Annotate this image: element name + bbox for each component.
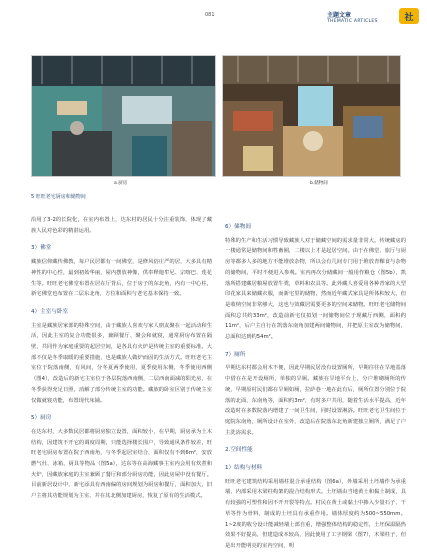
section-title-en: THEMATIC ARTICLES xyxy=(327,19,378,24)
caption-kitchen: a.厨房 xyxy=(114,181,128,186)
photo-kitchen xyxy=(31,55,216,177)
paragraph: 沿用了3-2的长院化，在室内布置上，达东村的居民十分注重装饰，体现了藏族人民对色彩的精湛运用。 xyxy=(31,217,212,234)
section-header xyxy=(327,10,387,24)
paragraph: 早期达东村都会用木不便，因此早期民居没有设置厕所，早期往往在旱地基落中借在在是开设厕所，单独的旱厕。藏族在旱地平台上，分户堆砌厕所的传统，早期原村民们都在旱厕如厕，拉萨巷一地在此有后，厕所位置分别位于院落的北面、东南角等，面积约3m²，有时多户共用，随着生活水平提高，近年改造时在多数院落内增建了一间卫生间，同时设置淋浴。旺旺老宅卫生间位于庭院东南角，厕所设计在室外，改造后在院落东北角新建独立厕所，满足了户主洗浴需求。 xyxy=(225,365,406,436)
journal-logo: 社 xyxy=(399,8,419,24)
storage-photo-image xyxy=(223,56,400,176)
paragraph: 在达东村，大多数民居都将厨房独立设置，面积较小，在早期，厨房承为土木结构，因建筑不开它的调度周期，只能选择楼长围户，导致通风条件较差，旺旺老宅厨房布置在院子西南角，与冬季起居室结合，面积仅有不到6m²，安放燃气灶、冰箱，厨具等物品（图5a），达东等在高海藏事主室内会用有炊煮和火炉，因藏族家庭的主室兼顾了餐厅和部分厨房功能，因此房屋中没有餐厅。目前新居设计中，新宅添具有西南偏的房间规划为厨房和餐厅，面积加大，旧户主将其功能规划为主室，并在其北侧加建厨房，恢复了原有的生活模式。 xyxy=(31,428,212,500)
section-heading: 2.空间性能 xyxy=(225,447,253,454)
section-heading: 4）主室与卧室 xyxy=(31,308,69,315)
paragraph: 旺旺老宅建筑结构采用墙柱混合承重结构（图6a），外墙采用土坯墙作为承重墙，内部采用木梁柱构架的混合结构形式。土坯墙由当地黄土和黏土制成，具有较强的可塑性和因不开开裂等特点。村民在黄土或黏土中掺入少量石子、干草等作为骨料，制成的土坯具有承重作用。墙体厚度约为500~550mm。1~2度的收分设计能减轻墙上部自重，增强整体结构的稳定性，土坯保温隔热效果不好提高，但建造成本较高，因此使用了工字钢梁（图7），木梁柱子，但是出开能明亮的室内空间，明 xyxy=(225,478,406,549)
left-column xyxy=(31,215,212,506)
caption-storage: b.储物间 xyxy=(310,181,328,186)
section-heading: 3）佛堂 xyxy=(31,245,52,252)
section-heading: 5）厨房 xyxy=(31,415,52,422)
paragraph: 藏族信仰藏传佛教，每户民居都有一间佛堂，是修风俗庄严的居，大多具有精神性的中心性，最到初始华丽，屋内摆放神像，供奉释迦牟尼、宗喀巴、莲花生等。旺旺老宅佛堂布置在居在厅背后，位于房子的东北角，内有一中心柱，新宅佛堂也布置在二层东北角，方位和面积与老宅基本保持一致。 xyxy=(31,259,212,298)
section-heading: 1）结构与材料 xyxy=(225,465,263,472)
kitchen-photo-image xyxy=(32,56,215,176)
right-column xyxy=(225,215,406,556)
section-heading: 6）储物间 xyxy=(225,224,251,230)
section-title-cn: 主题文章 xyxy=(327,12,352,19)
photo-storage xyxy=(222,55,401,177)
figure-caption: 5 旺旺老宅厨房和储物间 xyxy=(31,194,86,200)
paragraph: 主室是藏族居家部的特殊空间，由于藏族人喜欢与家人朋友聚在一起活动和生活，因此主室的复合功能很多，兼顾餐厅、聚会和就寝，通常厨房布置在隔壁，共同作为家庭重要的起居空间，是各具有火炉是传统主室的重要标准。大部不仅是冬季取暖的重要措施，也是藏族人做炉而固的生活方式。旺旺老宅主室位于院落南侧，有风间，分冬夏两季使用，夏季使用东侧，冬季使用西侧（图4），改造后的新宅主室位于各层院落西南侧，二层西南面减的阳光房，在冬季获得充足日照，消解了部分传统主室的功能。藏族的卧室区别于传统主室仅做就寝功能，布置现代床铺。 xyxy=(31,322,212,404)
paragraph: 特殊的生产和生活习惯导致藏族人对于储藏空间的需求量非常大。传统藏房的一楼通常是储物间和牲畜圈，二楼以上才是起居空间。由于在佛堂、旅厅与厨房等都多人多的地方不能堆放杂物，所以会有几间专门用于堆放青稞食与杂物的储物间，平时不便进入参观。室内再次分储藏间一般用作粮仓（图5b），凯落所搭建藏居粮屋放置牛粪，草料和农具等。此外藏人喜爱用各种青家的大型印花家具来储藏衣服，而新宅里的储物，然而近年藏式家具是所体积较大，但是收纳空间非常够大，这也与效藏居需要更多的空间来储物。旺旺老宅储物间面积总共约33m²，改造前新宅仅拟划一间储物间位于现藏厅西侧，面积约11m²，后户主自行在凯落东南角加建两间储物间，并把原主室改为储物间，总面积达到约54m²。 xyxy=(225,237,406,341)
section-heading: 7）厕所 xyxy=(225,351,246,358)
page-number: 081 xyxy=(205,12,215,18)
